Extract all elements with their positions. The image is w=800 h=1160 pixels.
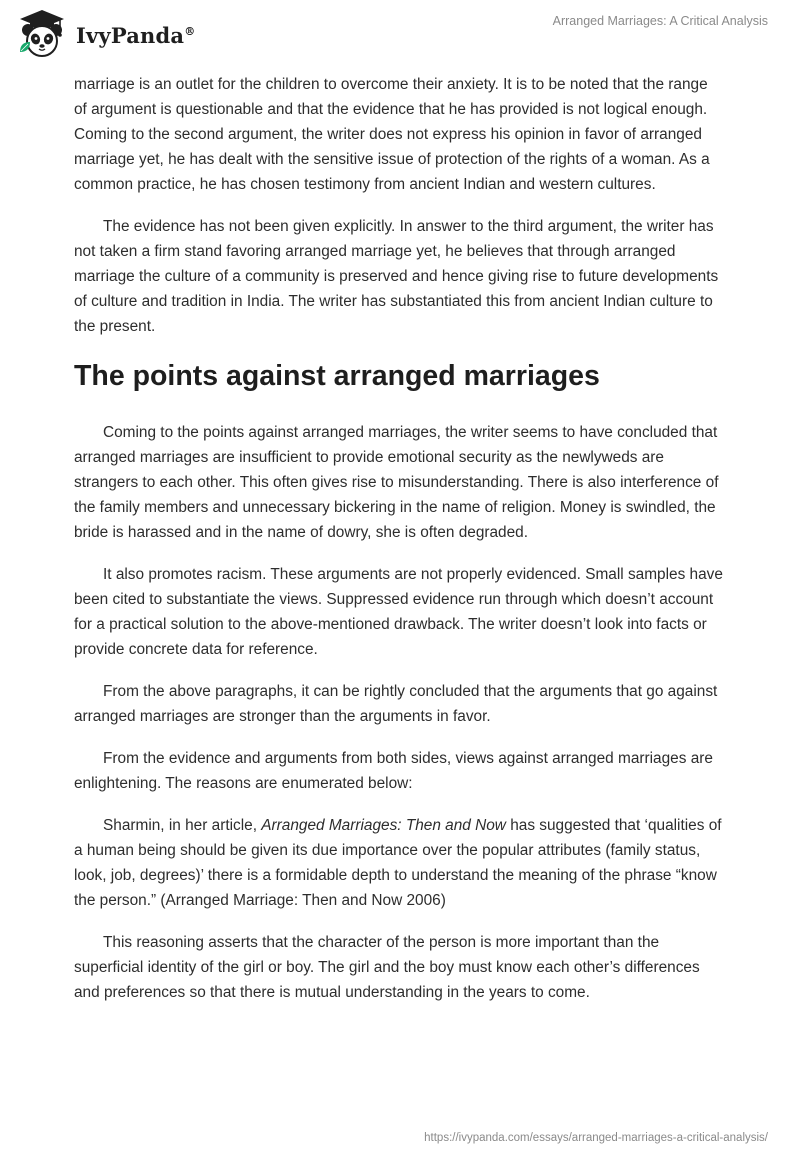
brand-name: IvyPanda®	[76, 22, 196, 48]
source-url[interactable]: https://ivypanda.com/essays/arranged-marriages-a-critical-analysis/	[424, 1132, 768, 1144]
panda-graduation-cap-icon	[16, 8, 68, 60]
essay-body	[74, 72, 724, 1022]
paragraph: From the above paragraphs, it can be rightly concluded that the arguments that go against arranged marriages are stronger than the arguments in favor.	[74, 683, 718, 725]
paragraph: Coming to the points against arranged marriages, the writer seems to have concluded that arranged marriages are insufficient to provide emotional security as the newlyweds are strangers to each other. This often gives rise to misunderstanding. There is also interference of the family members and unnecessary bickering in the name of religion. Money is swindled, the bride is harassed and in the name of dowry, she is often degraded.	[74, 424, 719, 541]
registered-mark: ®	[184, 24, 196, 38]
paragraph: This reasoning asserts that the character of the person is more important than the superficial identity of the girl or boy. The girl and the boy must know each other’s differences and preferences so that there is mutual understanding in the years to come.	[74, 934, 700, 1001]
paragraph-citation	[74, 813, 724, 913]
article-title: Arranged Marriages: Then and Now	[261, 817, 506, 834]
section-heading: The points against arranged marriages	[74, 360, 600, 392]
page-header	[0, 0, 800, 62]
citation-rest-text: has suggested that ‘qualities of a human being should be given its due importance over the popular attributes (family status, look, job, degrees)’ there is a formidable depth to understand the meaning of the phrase “know the person.” (Arranged Marriage: Then and Now 2006)	[74, 817, 722, 909]
paragraph: From the evidence and arguments from both sides, views against arranged marriages are enlightening. The reasons are enumerated below:	[74, 750, 713, 792]
document-title: Arranged Marriages: A Critical Analysis	[552, 14, 768, 28]
paragraph-continued: marriage is an outlet for the children to overcome their anxiety. It is to be noted that the range of argument is questionable and that the evidence that he has provided is not logical enough. Coming to the second argument, the writer does not express his opinion in favor of arranged marriage yet, he has dealt with the sensitive issue of protection of the rights of a woman. As a common practice, he has chosen testimony from ancient Indian and western cultures.	[74, 76, 710, 193]
paragraph: The evidence has not been given explicitly. In answer to the third argument, the writer has not taken a firm stand favoring arranged marriage yet, he believes that through arranged marriage the culture of a community is preserved and hence giving rise to future developments of culture and tradition in India. The writer has substantiated this from ancient Indian culture to the present.	[74, 218, 719, 335]
paragraph: It also promotes racism. These arguments are not properly evidenced. Small samples have been cited to substantiate the views. Suppressed evidence run through which doesn’t account for a practical solution to the above-mentioned drawback. The writer doesn’t look into facts or provide concrete data for reference.	[74, 566, 723, 658]
ivypanda-logo[interactable]	[16, 8, 195, 60]
citation-lead-text: Sharmin, in her article,	[103, 817, 262, 834]
